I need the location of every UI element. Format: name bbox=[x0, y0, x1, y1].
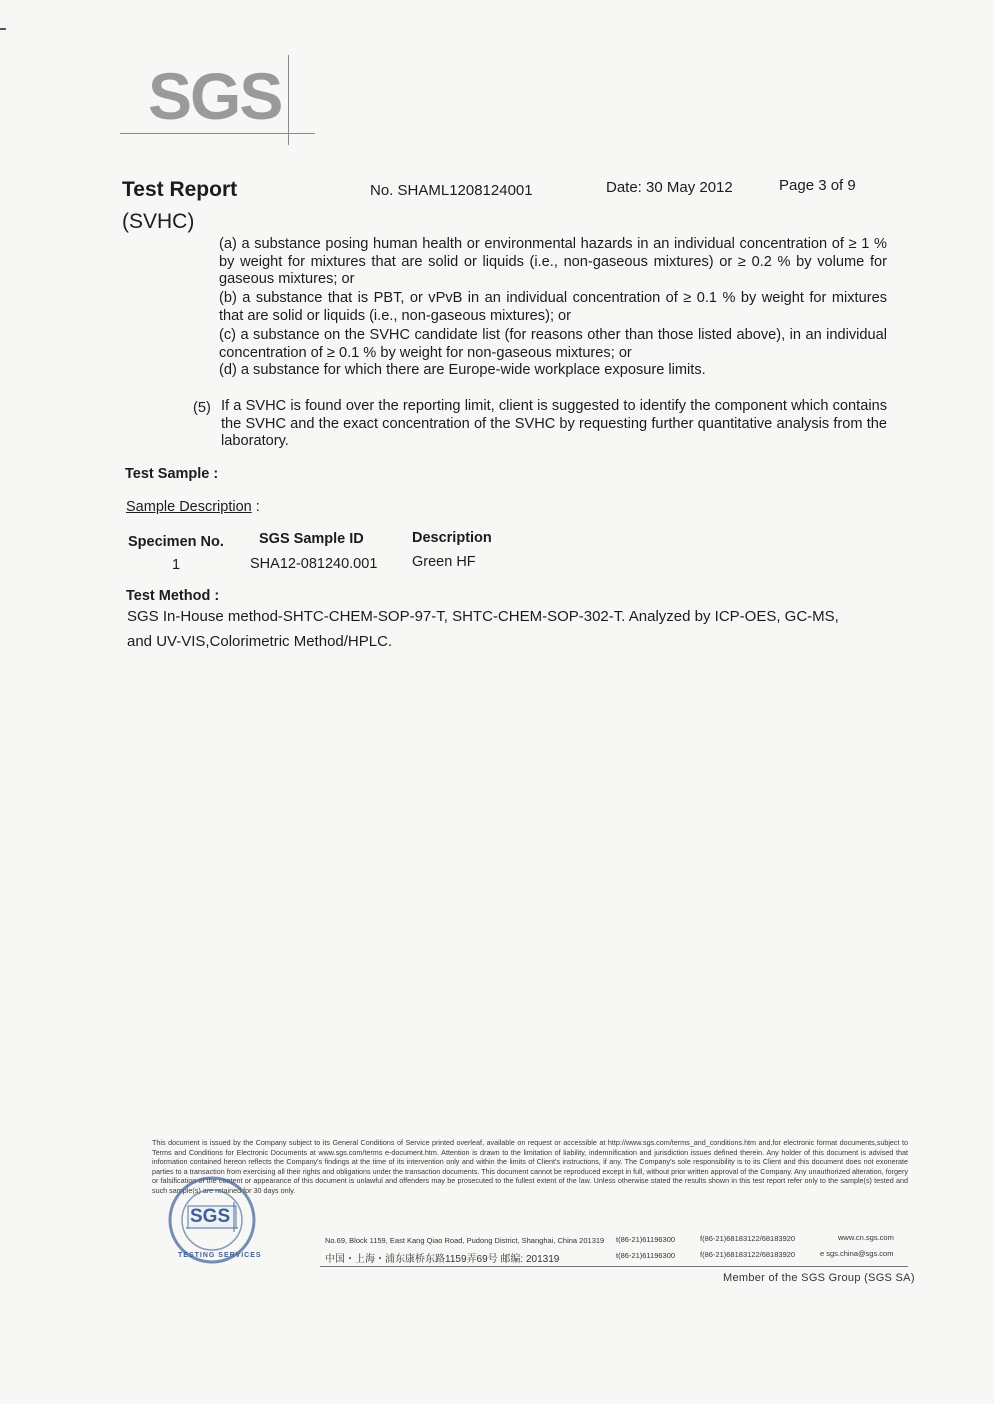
cell-description: Green HF bbox=[412, 554, 476, 570]
note-5-number: (5) bbox=[193, 400, 211, 416]
address-cn: 中国・上海・浦东康桥东路1159弄69号 邮编: 201319 bbox=[325, 1254, 560, 1265]
web-cn: e sgs.china@sgs.com bbox=[820, 1249, 894, 1258]
scan-edge-mark bbox=[0, 28, 6, 30]
sgs-stamp bbox=[150, 1172, 268, 1272]
footer-divider bbox=[320, 1266, 908, 1267]
report-title: Test Report bbox=[122, 178, 238, 201]
report-date: Date: 30 May 2012 bbox=[606, 179, 733, 196]
phone-en: t(86-21)61196300 bbox=[616, 1235, 676, 1244]
sgs-logo-text: SGS bbox=[148, 59, 282, 133]
sgs-group-member: Member of the SGS Group (SGS SA) bbox=[723, 1272, 915, 1284]
note-5-text: If a SVHC is found over the reporting limit, client is suggested to identify the component which contains the SVHC and the exact concentration of the SVHC by requesting further quantitative analysis from the laboratory. bbox=[221, 398, 887, 449]
web-en: www.cn.sgs.com bbox=[838, 1233, 894, 1242]
col-description: Description bbox=[412, 530, 492, 546]
stamp-logo-text: SGS bbox=[190, 1206, 231, 1227]
criterion-a: (a) a substance posing human health or environmental hazards in an individual concentration of ≥ 1 % by weight for mixtures that are solid or liquids (i.e., non-gaseous mixtures) or ≥ 0.2 % by volume for gaseous mixtures; or bbox=[219, 236, 887, 287]
criterion-c: (c) a substance on the SVHC candidate list (for reasons other than those listed above), in an individual concentration of ≥ 0.1 % by weight for non-gaseous mixtures; or bbox=[219, 327, 887, 361]
fax-cn: f(86-21)68183122/68183920 bbox=[700, 1250, 796, 1259]
sample-description-colon: : bbox=[255, 499, 260, 515]
logo-horizontal-line bbox=[120, 133, 315, 134]
stamp-ring-text: TESTING SERVICES bbox=[178, 1252, 262, 1259]
report-number: No. SHAML1208124001 bbox=[370, 182, 533, 199]
test-method-text: SGS In-House method-SHTC-CHEM-SOP-97-T, SHTC-CHEM-SOP-302-T. Analyzed by ICP-OES, GC-MS, and UV-VIS,Colorimetric Method/HPLC. bbox=[127, 608, 839, 650]
logo-vertical-line bbox=[288, 55, 289, 145]
cell-sample-id: SHA12-081240.001 bbox=[250, 556, 378, 572]
sample-description-label: Sample Description bbox=[126, 499, 252, 515]
test-method-label: Test Method : bbox=[126, 588, 220, 604]
test-sample-label: Test Sample : bbox=[125, 466, 219, 482]
sgs-logo bbox=[120, 55, 320, 150]
col-specimen-no: Specimen No. bbox=[128, 534, 224, 550]
sample-description-heading bbox=[126, 499, 260, 515]
page-number: Page 3 of 9 bbox=[779, 177, 856, 194]
phone-cn: t(86-21)61196300 bbox=[616, 1251, 676, 1260]
criterion-d: (d) a substance for which there are Europe-wide workplace exposure limits. bbox=[219, 362, 706, 378]
col-sgs-sample-id: SGS Sample ID bbox=[259, 531, 364, 547]
criterion-b: (b) a substance that is PBT, or vPvB in an individual concentration of ≥ 0.1 % by weight for mixtures that are solid or liquids (i.e., non-gaseous mixtures); or bbox=[219, 290, 887, 324]
cell-specimen-no: 1 bbox=[172, 557, 181, 573]
fax-en: f(86-21)68183122/68183920 bbox=[700, 1234, 796, 1243]
report-subtitle: (SVHC) bbox=[122, 210, 195, 233]
address-en: No.69, Block 1159, East Kang Qiao Road, Pudong District, Shanghai, China 201319 bbox=[325, 1236, 605, 1245]
legal-disclaimer: This document is issued by the Company subject to its General Conditions of Service printed overleaf, available on request or accessible at http://www.sgs.com/terms_and_conditions.htm and,for electronic format documents,subject to Terms and Conditions for Electronic Documents at www.sgs.com/terms e-document.htm. Attention is drawn to the limitation of liability, indemnification and jurisdiction issues defined therein. Any holder of this document is advised that information contained hereon reflects the Company's findings at the time of its intervention only and within the limits of Client's instructions, if any. The Company's sole responsibility is to its Client and this document does not exonerate parties to a transaction from exercising all their rights and obligations under the transaction documents. This document cannot be reproduced except in full, without prior written approval of the Company. Any unauthorized alteration, forgery or falsification of the content or appearance of this document is unlawful and offenders may be prosecuted to the fullest extent of the law. Unless otherwise stated the results shown in this test report refer only to the sample(s) tested and such sample(s) are retained for 30 days only. bbox=[152, 1138, 908, 1195]
